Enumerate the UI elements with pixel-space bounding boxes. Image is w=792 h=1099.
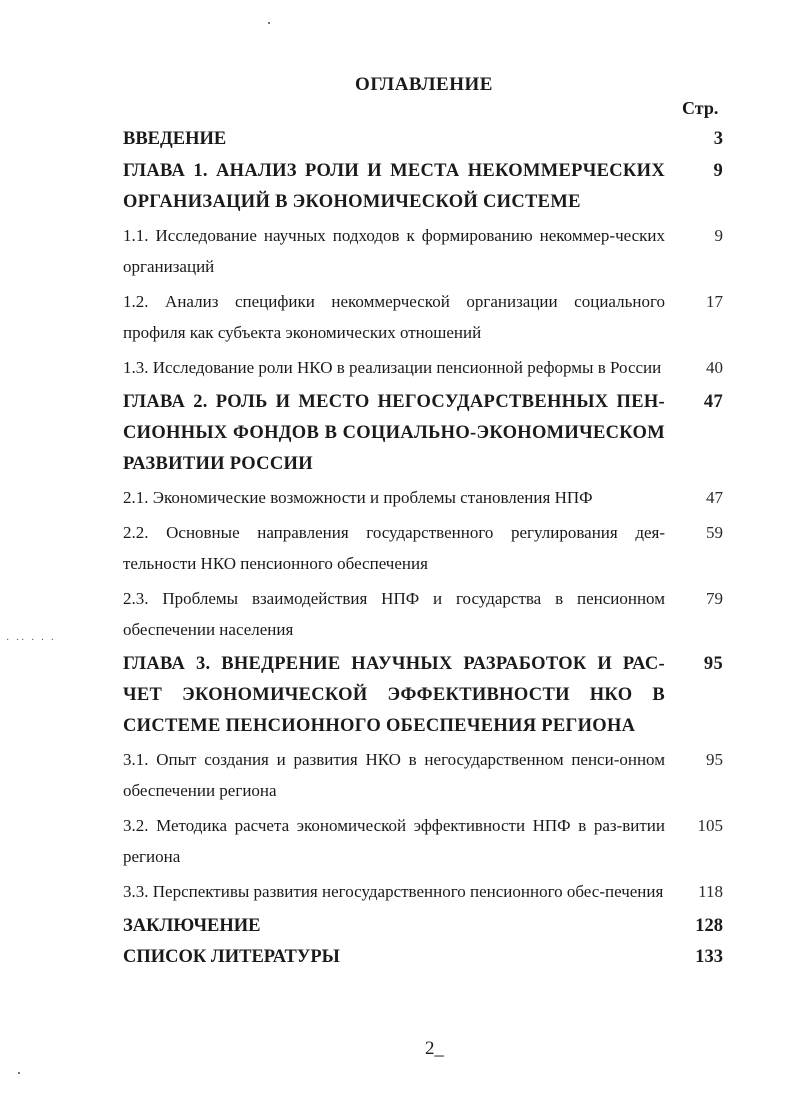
toc-entry-bibliography[interactable] bbox=[123, 942, 723, 973]
toc-entry-page: 9 bbox=[714, 226, 723, 245]
toc-entry-section-3-1[interactable] bbox=[123, 744, 723, 806]
toc-entry-text: ГЛАВА 2. РОЛЬ И МЕСТО НЕГОСУДАРСТВЕННЫХ ПЕН-СИОННЫХ ФОНДОВ В СОЦИАЛЬНО-ЭКОНОМИЧЕСКОМ РАЗВИТИИ РОССИИ bbox=[123, 392, 665, 474]
scan-artifact-dots: · ·· · · · bbox=[6, 635, 56, 646]
toc-entry-text: ЗАКЛЮЧЕНИЕ bbox=[123, 916, 261, 936]
toc-entry-page: 118 bbox=[698, 882, 723, 901]
toc-entry-text: 2.1. Экономические возможности и проблемы становления НПФ bbox=[123, 488, 593, 507]
toc-entry-section-2-2[interactable] bbox=[123, 517, 723, 579]
toc-entry-text: 1.1. Исследование научных подходов к формированию некоммер-ческих организаций bbox=[123, 226, 665, 276]
toc-entry-page: 40 bbox=[706, 358, 723, 377]
toc-entry-text: 2.2. Основные направления государственного регулирования дея-тельности НКО пенсионного обеспечения bbox=[123, 523, 665, 573]
toc-entry-chapter-1[interactable] bbox=[123, 156, 723, 218]
toc-entry-page: 133 bbox=[695, 947, 723, 967]
toc-entry-text: 3.3. Перспективы развития негосударственного пенсионного обес-печения bbox=[123, 882, 664, 901]
toc-entry-text: ГЛАВА 1. АНАЛИЗ РОЛИ И МЕСТА НЕКОММЕРЧЕСКИХ ОРГАНИЗАЦИЙ В ЭКОНОМИЧЕСКОЙ СИСТЕМЕ bbox=[123, 161, 665, 212]
toc-entry-text: 1.3. Исследование роли НКО в реализации пенсионной реформы в России bbox=[123, 358, 662, 377]
toc-entry-chapter-2[interactable] bbox=[123, 387, 723, 480]
page-column-label: Стр. bbox=[682, 98, 719, 118]
toc-title: ОГЛАВЛЕНИЕ bbox=[355, 74, 493, 95]
toc-entry-section-2-3[interactable] bbox=[123, 583, 723, 645]
toc-entry-section-3-3[interactable] bbox=[123, 876, 723, 907]
toc-entry-introduction[interactable] bbox=[123, 124, 723, 155]
toc-entry-page: 59 bbox=[706, 523, 723, 542]
table-of-contents bbox=[123, 124, 723, 973]
toc-entry-section-3-2[interactable] bbox=[123, 810, 723, 872]
toc-entry-page: 95 bbox=[703, 654, 723, 674]
toc-entry-text: 3.2. Методика расчета экономической эффективности НПФ в раз-витии региона bbox=[123, 816, 665, 866]
toc-entry-page: 9 bbox=[713, 161, 723, 181]
toc-entry-text: 3.1. Опыт создания и развития НКО в негосударственном пенси-онном обеспечении региона bbox=[123, 750, 665, 800]
toc-entry-conclusion[interactable] bbox=[123, 911, 723, 942]
scan-speck bbox=[268, 22, 270, 24]
toc-entry-page: 17 bbox=[706, 292, 723, 311]
toc-entry-page: 95 bbox=[706, 750, 723, 769]
toc-entry-text: 2.3. Проблемы взаимодействия НПФ и государства в пенсионном обеспечении населения bbox=[123, 589, 665, 639]
page-number: 2_ bbox=[425, 1038, 444, 1059]
toc-entry-text: 1.2. Анализ специфики некоммерческой организации социального профиля как субъекта экономических отношений bbox=[123, 292, 665, 342]
toc-entry-page: 105 bbox=[697, 816, 723, 835]
toc-entry-section-1-1[interactable] bbox=[123, 220, 723, 282]
toc-entry-page: 47 bbox=[706, 488, 723, 507]
toc-entry-section-1-2[interactable] bbox=[123, 286, 723, 348]
toc-entry-page: 128 bbox=[695, 916, 723, 936]
scan-speck bbox=[18, 1072, 20, 1074]
toc-entry-text: ВВЕДЕНИЕ bbox=[123, 129, 227, 149]
toc-entry-page: 47 bbox=[703, 392, 723, 412]
toc-entry-chapter-3[interactable] bbox=[123, 649, 723, 742]
toc-entry-section-2-1[interactable] bbox=[123, 482, 723, 513]
toc-entry-page: 79 bbox=[706, 589, 723, 608]
toc-entry-page: 3 bbox=[713, 129, 723, 149]
toc-entry-section-1-3[interactable] bbox=[123, 352, 723, 383]
toc-entry-text: СПИСОК ЛИТЕРАТУРЫ bbox=[123, 947, 340, 967]
toc-entry-text: ГЛАВА 3. ВНЕДРЕНИЕ НАУЧНЫХ РАЗРАБОТОК И РАС-ЧЕТ ЭКОНОМИЧЕСКОЙ ЭФФЕКТИВНОСТИ НКО В СИСТЕМЕ ПЕНСИОННОГО ОБЕСПЕЧЕНИЯ РЕГИОНА bbox=[123, 654, 665, 736]
